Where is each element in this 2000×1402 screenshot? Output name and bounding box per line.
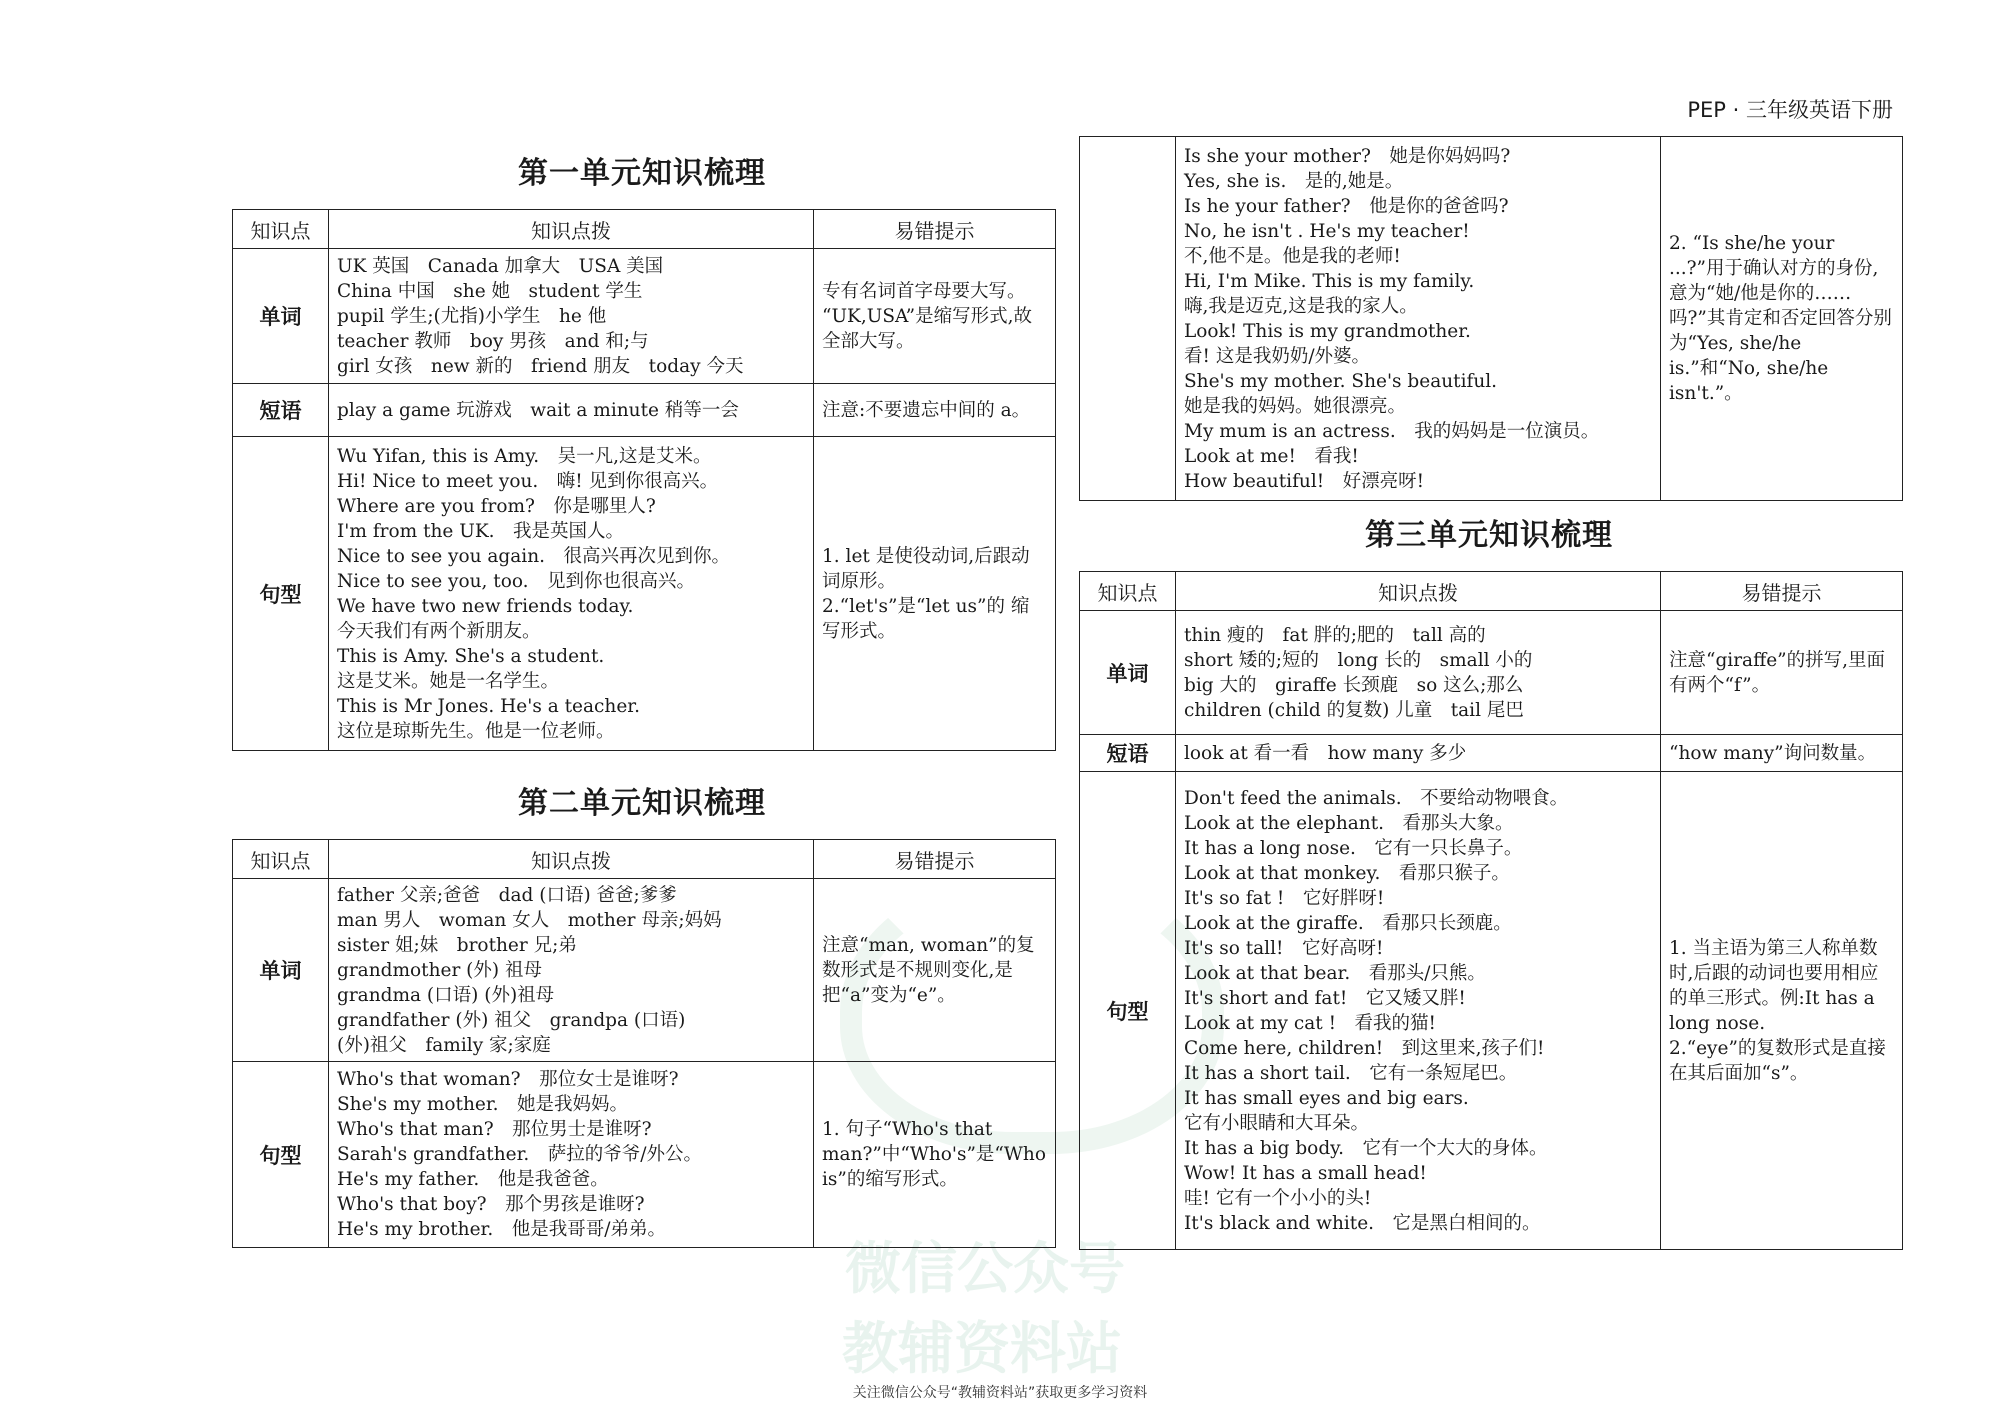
text-line: UK 英国 Canada 加拿大 USA 美国 [337,255,664,277]
row-content [329,1062,814,1248]
text-line: thin 瘦的 fat 胖的;肥的 tall 高的 [1184,624,1486,646]
text-line: It has a big body. 它有一个大大的身体。 [1184,1137,1548,1159]
text-line: Is she your mother? 她是你妈妈吗? [1184,145,1511,167]
text-line: My mum is an actress. 我的妈妈是一位演员。 [1184,420,1600,442]
text-line: 2.“let's”是“let us”的 缩写形式。 [822,595,1030,642]
text-line: Look at that monkey. 看那只猴子。 [1184,862,1510,884]
text-line: 哇! 它有一个小小的头! [1184,1187,1372,1209]
table-row [1080,137,1903,501]
row-kp: 句型 [1080,772,1176,1250]
unit2-title: 第二单元知识梳理 [518,786,766,821]
col-tip: 易错提示 [814,840,1056,879]
text-line: It has small eyes and big ears. [1184,1087,1469,1109]
table-row [233,437,1056,751]
text-line: play a game 玩游戏 wait a minute 稍等一会 [337,399,739,421]
text-line: Is he your father? 他是你的爸爸吗? [1184,195,1509,217]
text-line: It's short and fat! 它又矮又胖! [1184,987,1466,1009]
text-line: She's my mother. 她是我妈妈。 [337,1094,629,1115]
col-kp: 知识点 [233,840,329,879]
text-line: Come here, children! 到这里来,孩子们! [1184,1037,1545,1059]
row-content [1176,611,1661,735]
row-tip [814,1062,1056,1248]
text-line: Don't feed the animals. 不要给动物喂食。 [1184,787,1569,809]
text-line: girl 女孩 new 新的 friend 朋友 today 今天 [337,355,744,377]
text-line: Hi, I'm Mike. This is my family. [1184,270,1475,292]
unit1-table [232,209,1056,751]
text-line: 注意“man, woman”的复数形式是不规则变化,是把“a”变为“e”。 [822,934,1035,1006]
text-line: Who's that man? 那位男士是谁呀? [337,1119,652,1140]
text-line: children (child 的复数) 儿童 tail 尾巴 [1184,699,1524,721]
text-line: It's black and white. 它是黑白相间的。 [1184,1212,1541,1234]
text-line: It has a long nose. 它有一只长鼻子。 [1184,837,1523,859]
row-tip [814,249,1056,384]
row-content [1176,772,1661,1250]
header-row [1080,572,1903,611]
text-line: China 中国 she 她 student 学生 [337,280,643,302]
text-line: This is Amy. She's a student. [337,645,605,667]
text-line: He's my brother. 他是我哥哥/弟弟。 [337,1219,666,1240]
row-content [329,437,814,751]
row-kp [1080,137,1176,501]
row-tip [1661,735,1903,772]
text-line: Who's that boy? 那个男孩是谁呀? [337,1194,645,1215]
row-content [329,879,814,1062]
text-line: Look at the giraffe. 看那只长颈鹿。 [1184,912,1512,934]
row-tip [1661,772,1903,1250]
text-line: 2. “Is she/he your ...?”用于确认对方的身份,意为“她/他是你的……吗?”其肯定和否定回答分别为“Yes, she/he is.”和“No, she/he isn't.”。 [1669,233,1892,404]
text-line: grandfather (外) 祖父 grandpa (口语) [337,1009,686,1031]
table-row [1080,735,1903,772]
text-line: 专有名词首字母要大写。 [822,280,1026,302]
text-line: 注意“giraffe”的拼写,里面有两个“f”。 [1669,649,1886,696]
table-row [233,384,1056,437]
text-line: It has a short tail. 它有一条短尾巴。 [1184,1062,1518,1084]
text-line: 今天我们有两个新朋友。 [337,620,541,642]
text-line: Look! This is my grandmother. [1184,320,1471,342]
watermark-line1: 微信公众号 [845,1237,1125,1302]
row-tip [814,384,1056,437]
text-line: grandmother (外) 祖母 [337,959,542,981]
row-kp: 句型 [233,437,329,751]
text-line: How beautiful! 好漂亮呀! [1184,470,1425,492]
text-line: father 父亲;爸爸 dad (口语) 爸爸;爹爹 [337,884,677,906]
row-kp: 短语 [1080,735,1176,772]
text-line: He's my father. 他是我爸爸。 [337,1169,609,1190]
text-line: Nice to see you again. 很高兴再次见到你。 [337,545,731,567]
row-kp: 单词 [233,249,329,384]
header-row [233,840,1056,879]
text-line: It's so fat ! 它好胖呀! [1184,887,1385,909]
text-line: Nice to see you, too. 见到你也很高兴。 [337,570,696,592]
row-tip [814,437,1056,751]
text-line: I'm from the UK. 我是英国人。 [337,520,625,542]
col-kp: 知识点 [233,210,329,249]
page-footer: 关注微信公众号“教辅资料站”获取更多学习资料 [852,1385,1148,1401]
page-header: PEP · 三年级英语下册 [1687,98,1893,122]
text-line: (外)祖父 family 家;家庭 [337,1034,551,1056]
text-line: We have two new friends today. [337,595,634,617]
col-content: 知识点拨 [329,210,814,249]
text-line: Look at me! 看我! [1184,445,1359,467]
row-tip [814,879,1056,1062]
row-kp: 单词 [1080,611,1176,735]
text-line: This is Mr Jones. He's a teacher. [337,695,640,717]
row-content [329,384,814,437]
unit3-title: 第三单元知识梳理 [1365,518,1613,553]
col-content: 知识点拨 [329,840,814,879]
text-line: Wu Yifan, this is Amy. 吴一凡,这是艾米。 [337,445,712,467]
col-content: 知识点拨 [1176,572,1661,611]
row-tip [1661,137,1903,501]
unit2-continued-table [1079,136,1903,501]
header-row [233,210,1056,249]
text-line: 这位是琼斯先生。他是一位老师。 [337,720,615,742]
text-line: Yes, she is. 是的,她是。 [1184,170,1404,192]
table-row [233,1062,1056,1248]
text-line: big 大的 giraffe 长颈鹿 so 这么;那么 [1184,674,1524,696]
col-tip: 易错提示 [814,210,1056,249]
table-row [233,879,1056,1062]
text-line: look at 看一看 how many 多少 [1184,742,1467,764]
text-line: Sarah's grandfather. 萨拉的爷爷/外公。 [337,1144,703,1165]
row-kp: 句型 [233,1062,329,1248]
text-line: 这是艾米。她是一名学生。 [337,670,560,692]
text-line: Look at the elephant. 看那头大象。 [1184,812,1514,834]
text-line: teacher 教师 boy 男孩 and 和;与 [337,330,649,352]
text-line: 2.“eye”的复数形式是直接在其后面加“s”。 [1669,1037,1886,1084]
unit1-title: 第一单元知识梳理 [518,156,766,191]
row-content [1176,735,1661,772]
unit3-table [1079,571,1903,1250]
text-line: 她是我的妈妈。她很漂亮。 [1184,395,1407,417]
text-line: It's so tall! 它好高呀! [1184,937,1384,959]
text-line: 嗨,我是迈克,这是我的家人。 [1184,295,1418,317]
watermark-line2: 教辅资料站 [842,1317,1122,1382]
text-line: Look at that bear. 看那头/只熊。 [1184,962,1486,984]
text-line: 1. 句子“Who's that man?”中“Who's”是“Who is”的缩写形式。 [822,1119,1046,1190]
text-line: No, he isn't . He's my teacher! [1184,220,1470,242]
text-line: 看! 这是我奶奶/外婆。 [1184,345,1371,367]
table-row [233,249,1056,384]
text-line: “UK,USA”是缩写形式,故全部大写。 [822,305,1032,352]
text-line: 1. 当主语为第三人称单数时,后跟的动词也要用相应的单三形式。例:It has a long nose. [1669,937,1879,1034]
row-tip [1661,611,1903,735]
table-row [1080,772,1903,1250]
text-line: pupil 学生;(尤指)小学生 he 他 [337,305,607,327]
row-kp: 单词 [233,879,329,1062]
table-row [1080,611,1903,735]
text-line: 不,他不是。他是我的老师! [1184,245,1401,267]
text-line: She's my mother. She's beautiful. [1184,370,1498,392]
text-line: “how many”询问数量。 [1669,742,1877,764]
row-content [329,249,814,384]
row-content [1176,137,1661,501]
text-line: man 男人 woman 女人 mother 母亲;妈妈 [337,909,722,931]
text-line: Where are you from? 你是哪里人? [337,495,656,517]
text-line: short 矮的;短的 long 长的 small 小的 [1184,649,1533,671]
text-line: Wow! It has a small head! [1184,1162,1427,1184]
text-line: 1. let 是使役动词,后跟动词原形。 [822,545,1030,592]
text-line: Who's that woman? 那位女士是谁呀? [337,1069,679,1090]
unit2-table [232,839,1056,1248]
row-kp: 短语 [233,384,329,437]
text-line: Hi! Nice to meet you. 嗨! 见到你很高兴。 [337,470,719,492]
text-line: 它有小眼睛和大耳朵。 [1184,1112,1370,1134]
text-line: grandma (口语) (外)祖母 [337,984,555,1006]
text-line: Look at my cat ! 看我的猫! [1184,1012,1436,1034]
text-line: sister 姐;妹 brother 兄;弟 [337,934,577,956]
text-line: 注意:不要遗忘中间的 a。 [822,399,1031,421]
col-kp: 知识点 [1080,572,1176,611]
col-tip: 易错提示 [1661,572,1903,611]
